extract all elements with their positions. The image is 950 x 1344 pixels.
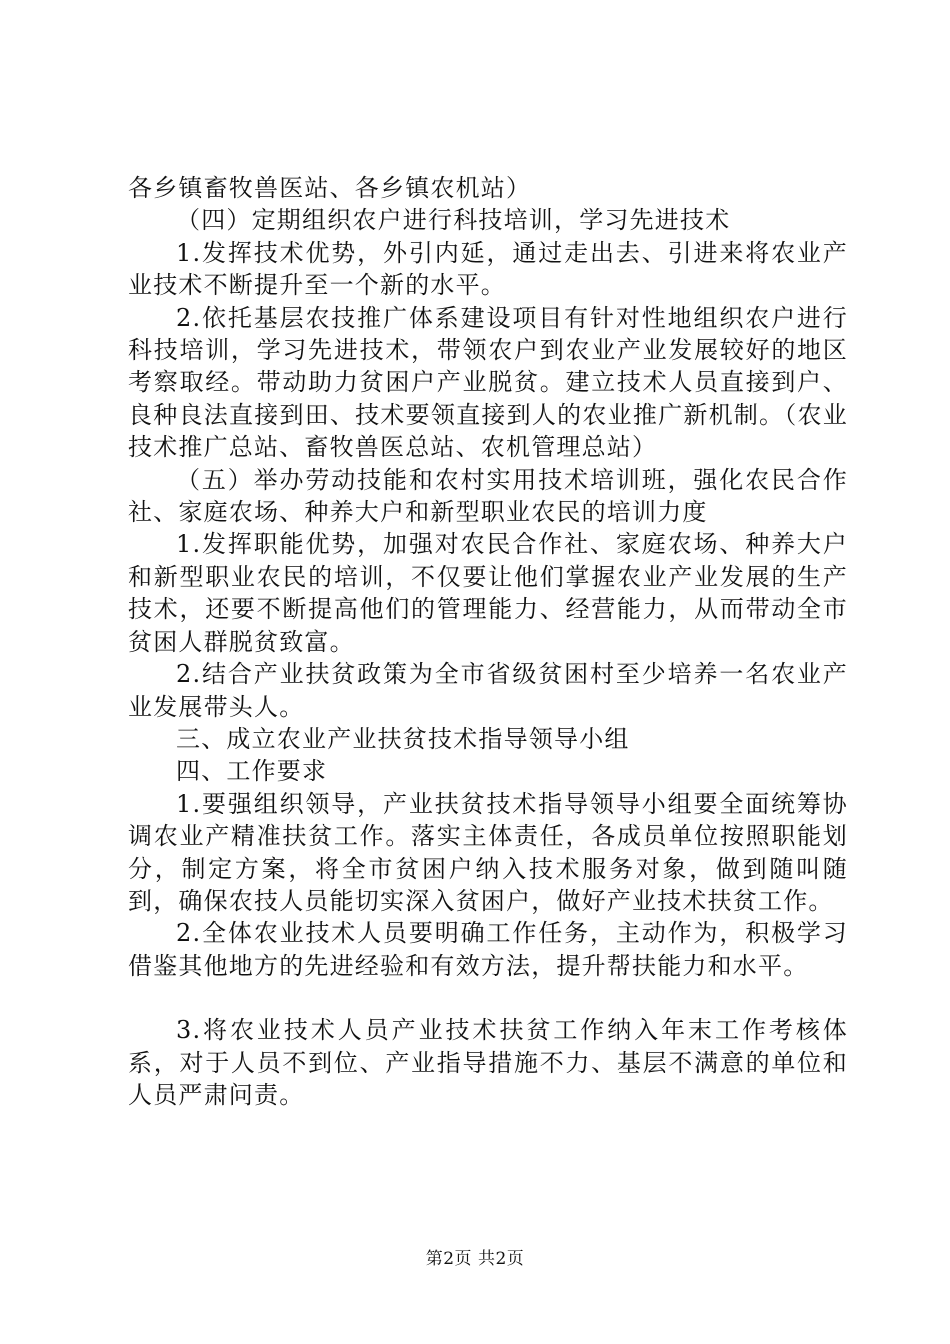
section-heading-4: （四）定期组织农户进行科技培训，学习先进技术	[176, 206, 731, 235]
paragraph-4-2: 2.依托基层农技推广体系建设项目有针对性地组织农户进行科技培训，学习先进技术，带领农户到农业产业发展较好的地区考察取经。带动助力贫困户产业脱贫。建立技术人员直接到户、良种良法直接到田、技术要领直接到人的农业推广新机制。（农业技术推广总站、畜牧兽医总站、农机管理总站）	[128, 303, 848, 462]
paragraph-4-1: 1.发挥技术优势，外引内延，通过走出去、引进来将农业产业技术不断提升至一个新的水平。	[128, 238, 848, 300]
requirement-2: 2.全体农业技术人员要明确工作任务，主动作为，积极学习借鉴其他地方的先进经验和有效方法，提升帮扶能力和水平。	[128, 919, 848, 980]
paragraph-continuation: 各乡镇畜牧兽医站、各乡镇农机站）	[128, 174, 532, 202]
section-heading-work-requirements: 四、工作要求	[176, 757, 328, 786]
paragraph-5-2: 2.结合产业扶贫政策为全市省级贫困村至少培养一名农业产业发展带头人。	[128, 660, 848, 721]
section-heading-3: 三、成立农业产业扶贫技术指导领导小组	[176, 724, 630, 753]
page-number-footer: 第2页 共2页	[425, 1249, 525, 1269]
requirement-1: 1.要强组织领导，产业扶贫技术指导领导小组要全面统筹协调农业产精准扶贫工作。落实主体责任，各成员单位按照职能划分，制定方案，将全市贫困户纳入技术服务对象，做到随叫随到，确保农技人员能切实深入贫困户，做好产业技术扶贫工作。	[128, 789, 848, 915]
section-heading-5: （五）举办劳动技能和农村实用技术培训班，强化农民合作社、家庭农场、种养大户和新型职业农民的培训力度	[128, 465, 848, 527]
paragraph-5-1: 1.发挥职能优势，加强对农民合作社、家庭农场、种养大户和新型职业农民的培训，不仅要让他们掌握农业产业发展的生产技术，还要不断提高他们的管理能力、经营能力，从而带动全市贫困人群脱贫致富。	[128, 530, 848, 656]
requirement-3: 3.将农业技术人员产业技术扶贫工作纳入年末工作考核体系，对于人员不到位、产业指导措施不力、基层不满意的单位和人员严肃问责。	[128, 1016, 848, 1109]
document-body	[128, 172, 848, 1111]
